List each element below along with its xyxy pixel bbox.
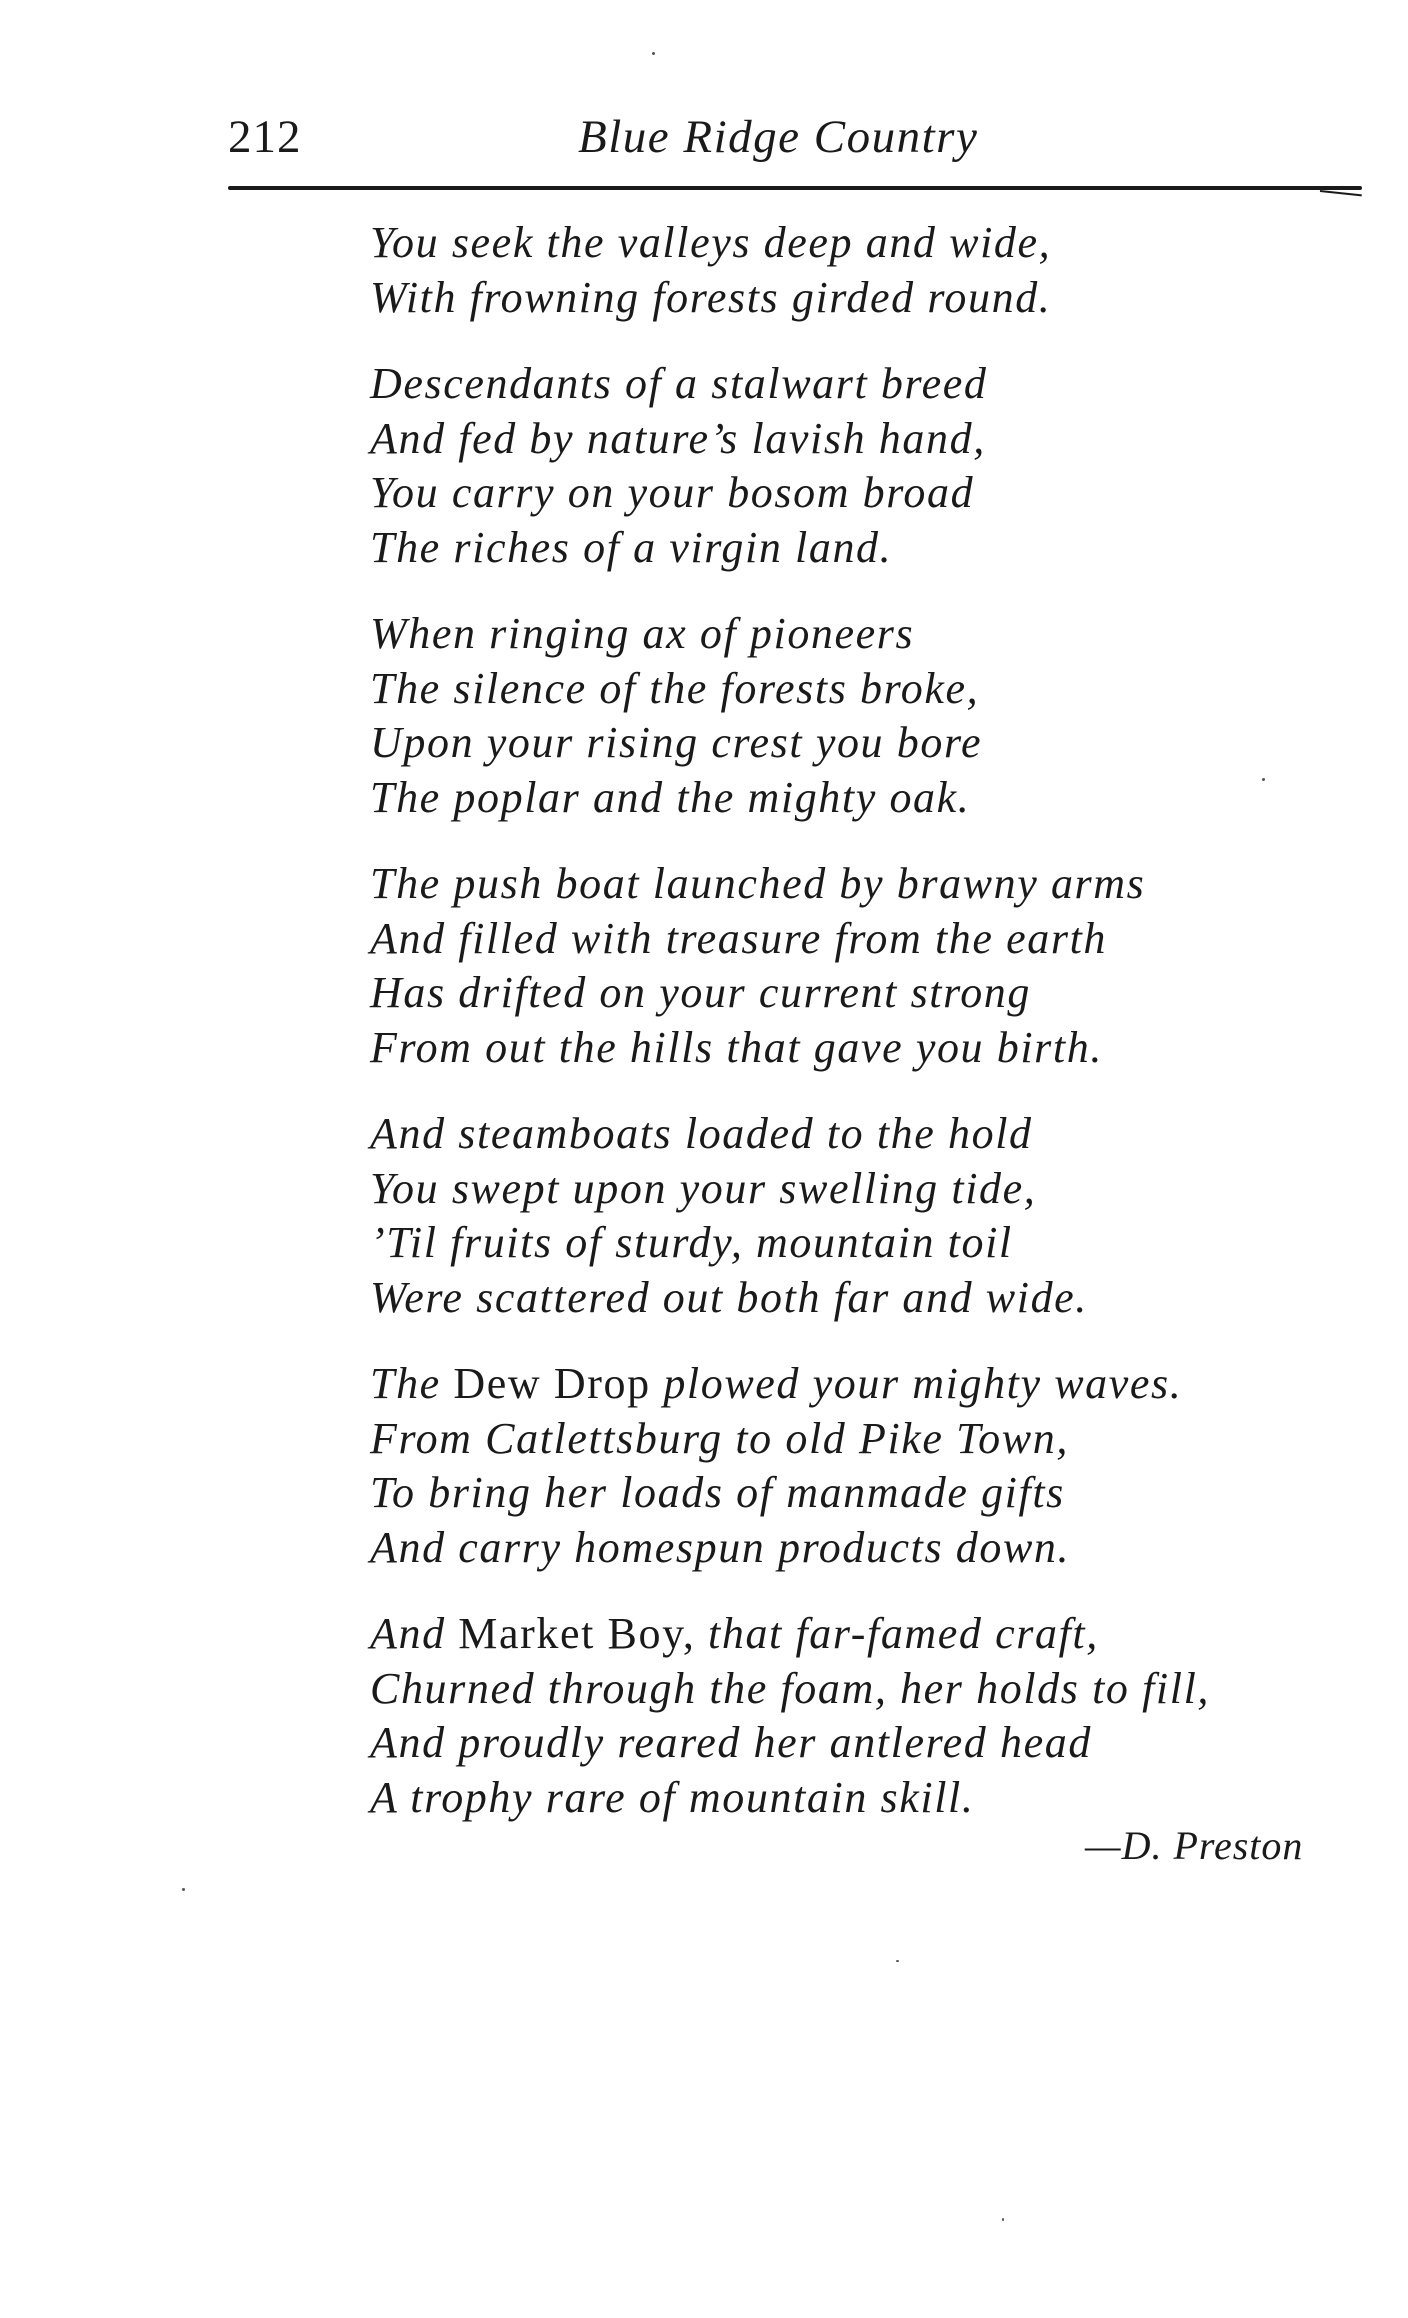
poem-line: And carry homespun products down. <box>370 1522 1071 1572</box>
poem-stanza <box>370 1107 1350 1325</box>
poem-line <box>370 1357 1350 1412</box>
poem-line: You seek the valleys deep and wide, <box>370 218 1052 267</box>
print-speck <box>182 1888 185 1891</box>
poem-stanza <box>370 1357 1350 1575</box>
poem-line: When ringing ax of pioneers <box>370 609 915 658</box>
poem-line: And filled with treasure from the earth <box>370 913 1108 963</box>
poem-line: The push boat launched by brawny arms <box>370 859 1146 908</box>
poem-line: ’Til fruits of sturdy, mountain toil <box>370 1218 1013 1267</box>
poem-line: And proudly reared her antlered head <box>370 1718 1092 1767</box>
print-speck <box>1002 2218 1004 2221</box>
poem-stanza <box>370 1607 1350 1825</box>
poem-line: With frowning forests girded round. <box>370 272 1052 322</box>
poem-line: Upon your rising crest you bore <box>370 718 983 767</box>
poem-line: Churned through the foam, her holds to fill, <box>370 1663 1210 1713</box>
line-lead: The <box>370 1359 454 1408</box>
poem-line: The silence of the forests broke, <box>370 663 980 713</box>
line-lead: And <box>370 1609 459 1658</box>
running-head <box>228 110 1358 180</box>
poem-stanza <box>370 357 1350 575</box>
poem-line: And fed by nature’s lavish hand, <box>370 413 986 463</box>
poem-line: You carry on your bosom broad <box>370 468 975 517</box>
poem <box>370 216 1350 1857</box>
poem-stanza <box>370 216 1350 325</box>
poem-line: And steamboats loaded to the hold <box>370 1109 1033 1158</box>
poem-line: You swept upon your swelling tide, <box>370 1163 1037 1213</box>
header-rule-tail <box>1320 190 1362 196</box>
poem-line: To bring her loads of manmade gifts <box>370 1468 1065 1517</box>
poem-line: Has drifted on your current strong <box>370 968 1032 1017</box>
print-speck <box>1262 778 1265 781</box>
poem-line: Descendants of a stalwart breed <box>370 359 988 408</box>
book-title: Blue Ridge Country <box>578 111 979 163</box>
boat-name: Dew Drop <box>453 1359 651 1408</box>
print-speck <box>652 52 655 55</box>
page-number: 212 <box>228 111 302 163</box>
line-rest: that far-famed craft, <box>695 1609 1099 1658</box>
print-speck <box>896 1960 899 1962</box>
poem-line: From out the hills that gave you birth. <box>370 1022 1103 1072</box>
poem-line: From Catlettsburg to old Pike Town, <box>370 1413 1069 1463</box>
poem-stanza <box>370 857 1350 1075</box>
poem-line: The riches of a virgin land. <box>370 522 893 572</box>
poem-line: Were scattered out both far and wide. <box>370 1272 1088 1322</box>
poem-stanza <box>370 607 1350 825</box>
boat-name: Market Boy, <box>458 1609 696 1658</box>
line-rest: plowed your mighty waves. <box>650 1359 1183 1408</box>
poem-line: The poplar and the mighty oak. <box>370 772 971 822</box>
poem-line: A trophy rare of mountain skill. <box>370 1772 975 1822</box>
header-rule <box>228 186 1362 190</box>
poem-line <box>370 1607 1350 1662</box>
poem-attribution: —D. Preston <box>1085 1823 1304 1868</box>
